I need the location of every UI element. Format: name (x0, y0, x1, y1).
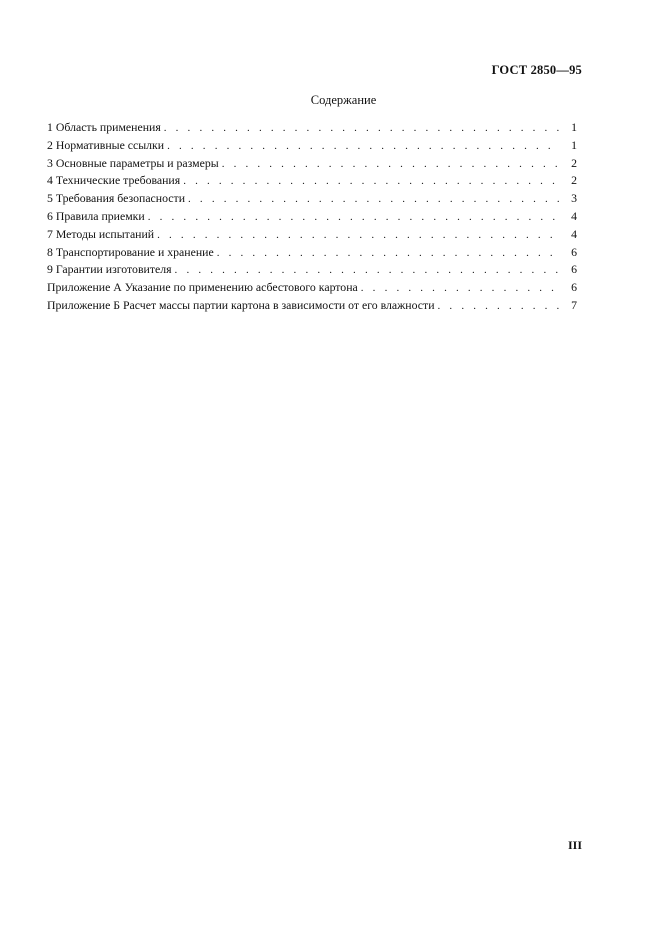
toc-entry[interactable] (47, 190, 577, 208)
toc-entry-label: Приложение Б Расчет массы партии картона в зависимости от его влажности (47, 297, 435, 312)
toc-leader-dots (164, 120, 559, 138)
toc-entry[interactable] (47, 297, 577, 315)
toc-entry-page: 3 (571, 191, 577, 206)
toc-entry[interactable] (47, 226, 577, 244)
page-number: III (567, 838, 582, 852)
toc-entry-label: 6 Правила приемки (47, 208, 145, 223)
toc-entry-label: 2 Нормативные ссылки (47, 137, 165, 152)
toc-entry-page: 7 (571, 297, 577, 312)
toc-entry-page: 6 (571, 280, 577, 295)
toc-entry-page: 4 (571, 226, 577, 241)
toc-leader-dots (222, 156, 559, 174)
toc-entry-label: Приложение А Указание по применению асбестового картона (47, 280, 358, 295)
toc-entry-label: 4 Технические требования (47, 173, 181, 188)
toc-entry[interactable] (47, 208, 577, 226)
toc-entry-page: 2 (571, 173, 577, 188)
toc-entry-label: 5 Требования безопасности (47, 191, 186, 206)
toc-leader-dots (361, 280, 559, 298)
toc-title: Содержание (310, 93, 377, 107)
toc-leader-dots (183, 173, 559, 191)
document-code: ГОСТ 2850—95 (491, 63, 582, 77)
toc-leader-dots (167, 138, 559, 156)
toc-entry-page: 6 (571, 262, 577, 277)
toc-entry-page: 1 (571, 137, 577, 152)
toc-entry[interactable] (47, 244, 577, 262)
toc-entry-page: 4 (571, 208, 577, 223)
toc-leader-dots (217, 245, 559, 263)
toc-entry-label: 3 Основные параметры и размеры (47, 155, 219, 170)
toc-entry[interactable] (47, 119, 577, 137)
toc-entry-page: 1 (571, 120, 577, 134)
toc-leader-dots (175, 262, 559, 280)
toc-entry-label: 8 Транспортирование и хранение (47, 244, 214, 259)
toc-entry[interactable] (47, 279, 577, 297)
toc-entry-page: 6 (571, 244, 577, 259)
toc-entry-label: 7 Методы испытаний (47, 226, 155, 241)
toc-entry[interactable] (47, 137, 577, 155)
toc-leader-dots (438, 298, 559, 316)
toc-entry[interactable] (47, 261, 577, 279)
toc-entry-page: 2 (571, 155, 577, 170)
table-of-contents (47, 119, 577, 315)
toc-entry-label: 1 Область применения (47, 120, 161, 134)
toc-entry[interactable] (47, 172, 577, 190)
toc-leader-dots (188, 191, 559, 209)
toc-entry[interactable] (47, 155, 577, 173)
toc-leader-dots (157, 227, 559, 245)
toc-entry-label: 9 Гарантии изготовителя (47, 262, 172, 277)
toc-leader-dots (148, 209, 559, 227)
